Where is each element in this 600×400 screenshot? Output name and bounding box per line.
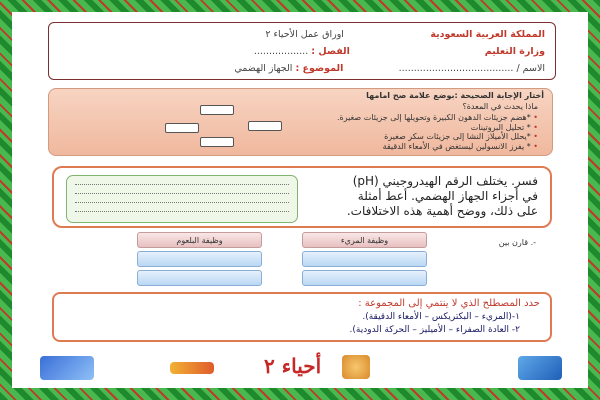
worksheet-header	[48, 22, 556, 80]
q1-option-4: • * يفرز الانسولين ليستغض في الأمعاء الدقيقة	[337, 142, 538, 152]
answer-box-4[interactable]	[165, 123, 199, 133]
q1-option-1: • *هضم جزيئات الدهون الكبيرة وتحويلها إلى جزيئات صغيرة.	[337, 113, 538, 123]
compare-label: -. قارن بين	[498, 238, 536, 247]
compare-cell-esophagus-2[interactable]	[302, 270, 427, 286]
compare-cell-pharynx-2[interactable]	[137, 270, 262, 286]
answer-box-3[interactable]	[200, 137, 234, 147]
monitor-icon	[518, 356, 562, 380]
q3-title: حدد المصطلح الذي لا ينتمي إلى المجموعة :	[358, 298, 540, 309]
subject-brand: أحياء ٢	[264, 354, 322, 378]
q1-option-3: • *يحلل الأميلاز النشا إلى جزيئات سكر صغيرة	[337, 132, 538, 142]
q2-answer-area[interactable]	[66, 175, 298, 223]
computer-icon	[40, 356, 94, 380]
pencil-icon	[170, 362, 214, 374]
class-label: الفصل :	[311, 46, 350, 57]
compare-cell-esophagus-1[interactable]	[302, 251, 427, 267]
q1-question: ماذا يحدث في المعدة؟	[462, 102, 538, 111]
worksheet-title: اوراق عمل الأحياء ٢	[265, 29, 344, 40]
q3-line-2: ٢- العادة الصفراء – الأميليز – الحركة الدودية).	[349, 325, 520, 335]
q1-option-2: • * تحليل البروتينات	[337, 123, 538, 133]
footer	[30, 352, 570, 382]
name-label: الاسم /	[516, 63, 545, 74]
q2-text: فسر. يختلف الرقم الهيدروجيني (pH) في أجزاء الجهاز الهضمي. أعط أمثلة على ذلك، ووضح أهمية هذه الاختلافات.	[346, 174, 538, 218]
answer-box-1[interactable]	[200, 105, 234, 115]
question-explain-ph	[52, 166, 552, 228]
question-odd-one-out	[52, 292, 552, 342]
kingdom-label: المملكة العربية السعودية	[430, 29, 545, 40]
question-choose-correct	[48, 88, 553, 156]
compare-header-esophagus: وظيفة المريء	[302, 232, 427, 248]
q1-options	[337, 113, 538, 151]
compare-cell-pharynx-1[interactable]	[137, 251, 262, 267]
topic-value: الجهاز الهضمي	[234, 63, 293, 74]
answer-box-2[interactable]	[248, 121, 282, 131]
name-field[interactable]: ......................................	[398, 63, 514, 74]
q3-line-1: ١-(المريء – البكتريكس – الأمعاء الدقيقة).	[362, 312, 520, 322]
palette-icon	[342, 355, 370, 379]
compare-header-pharynx: وظيفة البلعوم	[137, 232, 262, 248]
ministry-label: وزارة التعليم	[484, 46, 545, 57]
q1-title: أختار الإجابة الصحيحة :بوضع علامة صح امامها	[366, 91, 544, 100]
topic-label: الموضوع :	[295, 63, 344, 74]
class-field[interactable]: ..................	[253, 46, 309, 57]
